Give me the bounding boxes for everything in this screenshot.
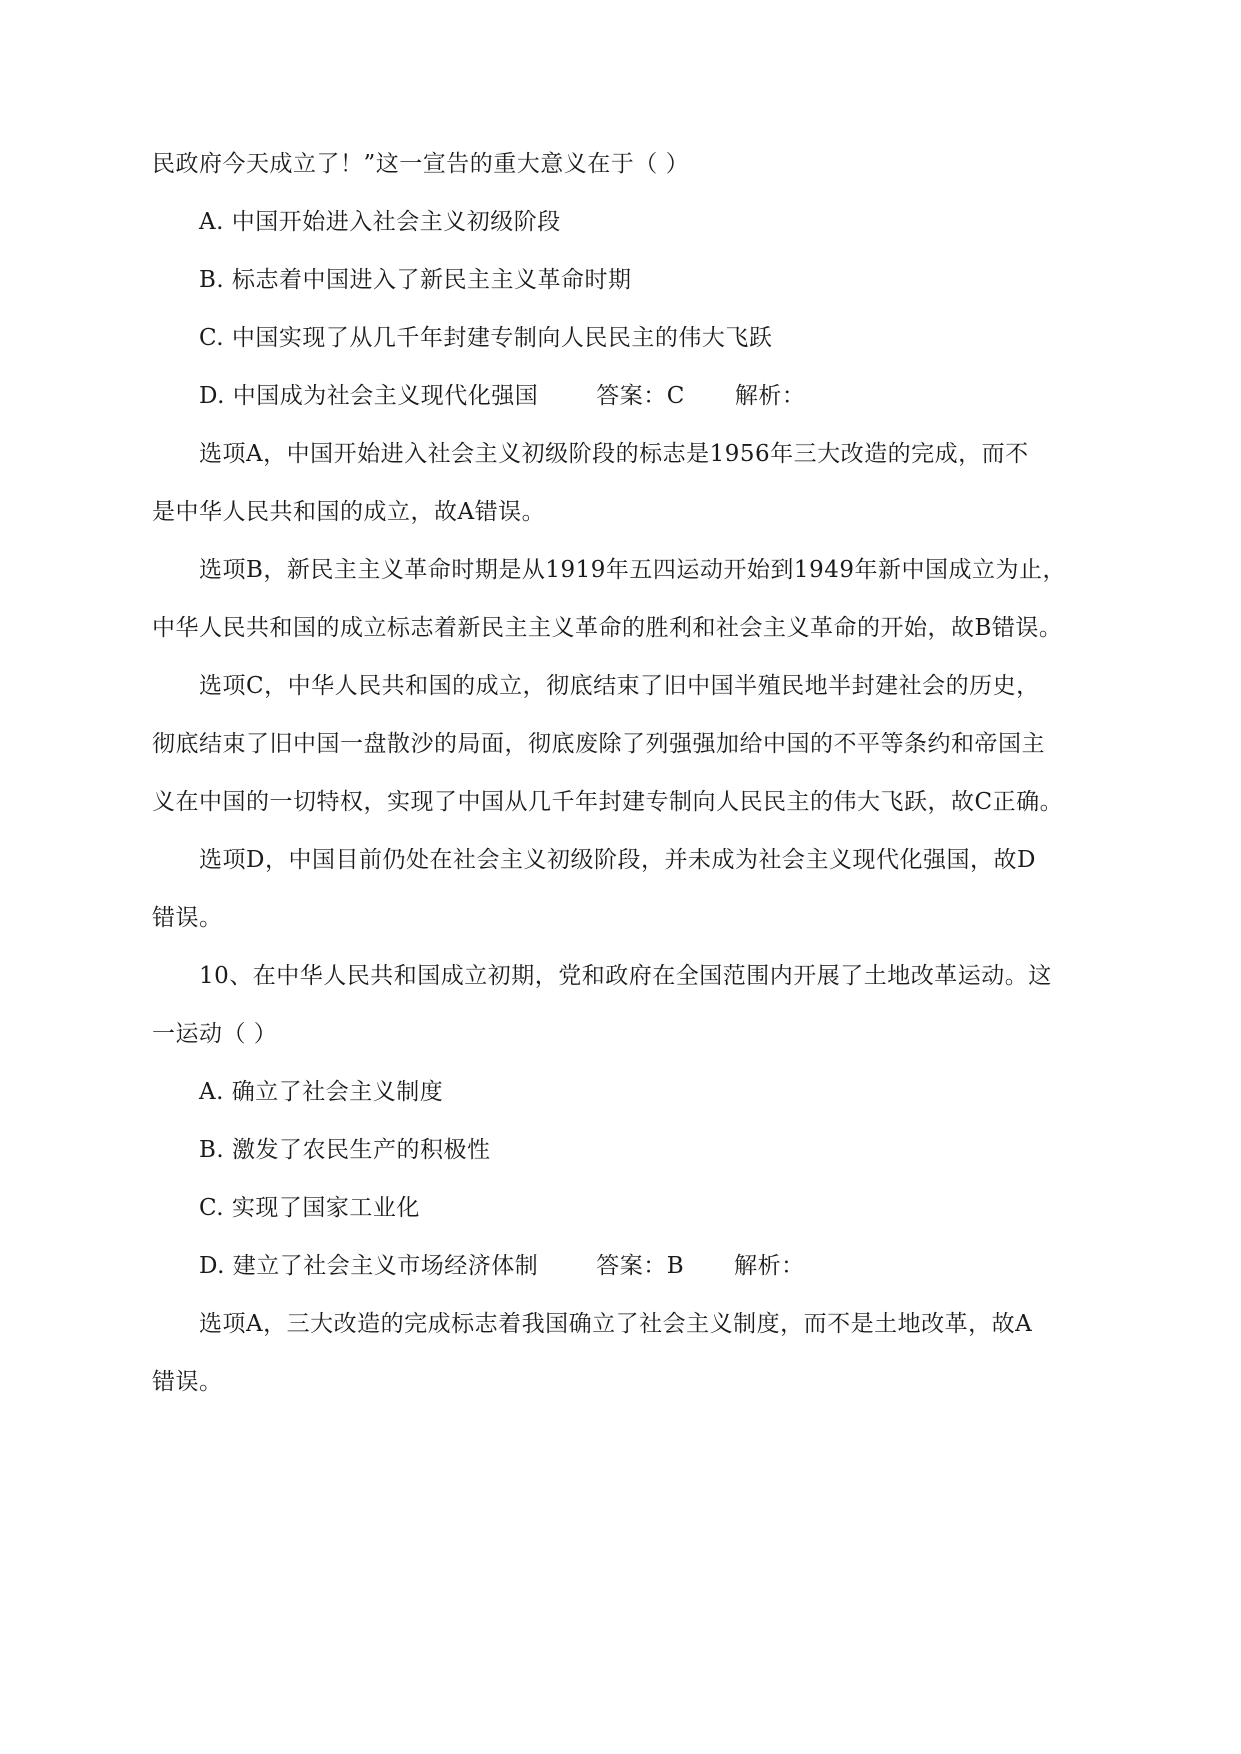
q9-analysis-label: 解析：	[734, 383, 806, 409]
q10-option-c: C. 实现了国家工业化	[199, 1195, 420, 1221]
q9-option-c: C. 中国实现了从几千年封建专制向人民民主的伟大飞跃	[199, 325, 773, 351]
q9-answer: 答案：C	[596, 383, 685, 409]
q9-analysis-a-line-2: 是中华人民共和国的成立，故A错误。	[152, 499, 546, 525]
q9-analysis-c-line-2: 彻底结束了旧中国一盘散沙的局面，彻底废除了列强强加给中国的不平等条约和帝国主	[152, 731, 1045, 757]
q9-analysis-d-line-1: 选项D，中国目前仍处在社会主义初级阶段，并未成为社会主义现代化强国，故D	[199, 847, 1036, 873]
q9-analysis-b-line-2: 中华人民共和国的成立标志着新民主主义革命的胜利和社会主义革命的开始，故B错误。	[152, 615, 1063, 641]
q10-analysis-label: 解析：	[734, 1253, 805, 1279]
q9-analysis-c-line-3: 义在中国的一切特权，实现了中国从几千年封建专制向人民民主的伟大飞跃，故C正确。	[152, 789, 1064, 815]
q9-analysis-b-line-1: 选项B，新民主主义革命时期是从1919年五四运动开始到1949年新中国成立为止，	[199, 557, 1066, 583]
q9-option-a: A. 中国开始进入社会主义初级阶段	[199, 209, 561, 235]
q9-option-b: B. 标志着中国进入了新民主主义革命时期	[199, 267, 632, 293]
q10-option-d-line	[199, 1250, 1112, 1282]
q9-analysis-c-line-1: 选项C，中华人民共和国的成立，彻底结束了旧中国半殖民地半封建社会的历史，	[199, 673, 1040, 699]
q10-option-d: D. 建立了社会主义市场经济体制	[199, 1253, 539, 1279]
q10-analysis-a-line-2: 错误。	[152, 1369, 223, 1395]
q10-stem-line-2: 一运动（ ）	[152, 1021, 278, 1047]
q10-analysis-a-line-1: 选项A，三大改造的完成标志着我国确立了社会主义制度，而不是土地改革，故A	[199, 1311, 1033, 1337]
q9-option-d-line	[199, 380, 1112, 412]
q9-analysis-d-line-2: 错误。	[152, 905, 223, 931]
q9-analysis-a-line-1: 选项A，中国开始进入社会主义初级阶段的标志是1956年三大改造的完成，而不	[199, 441, 1029, 467]
q10-stem-line-1: 10、在中华人民共和国成立初期，党和政府在全国范围内开展了土地改革运动。这	[199, 963, 1052, 989]
q9-option-d: D. 中国成为社会主义现代化强国	[199, 383, 539, 409]
q10-option-a: A. 确立了社会主义制度	[199, 1079, 444, 1105]
q10-answer: 答案：B	[596, 1253, 685, 1279]
q10-option-b: B. 激发了农民生产的积极性	[199, 1137, 491, 1163]
q9-stem-end: 民政府今天成立了！”这一宣告的重大意义在于（ ）	[152, 151, 690, 177]
